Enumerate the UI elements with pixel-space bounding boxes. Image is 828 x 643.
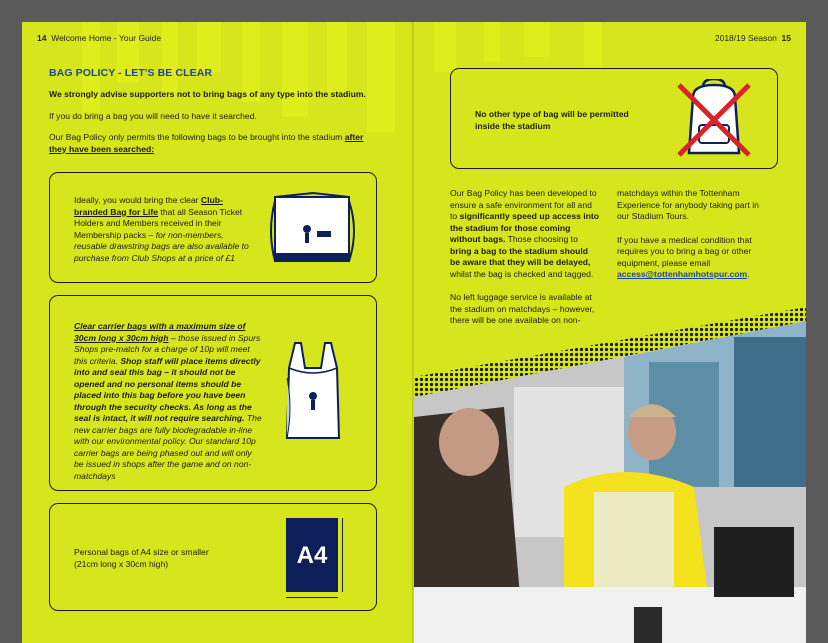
- a4-bag-text: Personal bags of A4 size or smaller (21cm long x 30cm high): [74, 547, 209, 569]
- no-other-bags-box: [450, 68, 778, 169]
- a4-bag-image: [286, 518, 338, 592]
- running-header: [37, 33, 161, 43]
- carrier-bag-image: [283, 338, 343, 443]
- policy-column-1: Our Bag Policy has been developed to ensure a safe environment for all and to significantly speed up access into the stadium for those coming without bags. Those choosing to bring a bag to the stadium should be aware that they will be delayed, whilst the bag is checked and tagged. No left luggage service is available at the stadium on matchdays – however, there will be one available on non-: [450, 188, 600, 325]
- a4-bag-box: [49, 503, 377, 611]
- access-email-link[interactable]: access@tottenhamhotspur.com: [617, 269, 748, 279]
- bag-check-photo: [414, 307, 806, 643]
- backpack-crossed-icon: [673, 79, 755, 159]
- a4-height-measure: [342, 518, 343, 592]
- running-header-right: [715, 33, 791, 43]
- policy-column-2: matchdays within the Tottenham Experience for anybody taking part in our Stadium Tours. If you have a medical condition that requires you to bring a bag or other equipment, please email access@tottenhamhotspur.com.: [617, 188, 759, 279]
- clear-carrier-bag-box: [49, 295, 377, 491]
- bg-stripe: [584, 22, 602, 67]
- intro-text: If you do bring a bag you will need to have it searched.: [49, 111, 257, 121]
- bg-stripe: [484, 22, 500, 62]
- drawstring-bag-image: [267, 191, 359, 267]
- a4-width-measure: [286, 597, 338, 598]
- intro-text-2: Our Bag Policy only permits the following bags to be brought into the stadium after they have been searched:: [49, 132, 364, 154]
- running-title: Welcome Home - Your Guide: [51, 33, 162, 43]
- bag-for-life-link: Club-branded Bag for Life: [74, 195, 223, 217]
- page-number: 15: [781, 33, 791, 43]
- no-other-bags-text: No other type of bag will be permitted inside the stadium: [475, 109, 629, 131]
- season-label: 2018/19 Season: [714, 33, 777, 43]
- bg-stripe: [162, 22, 178, 97]
- page-number: 14: [37, 33, 47, 43]
- bg-stripe: [197, 22, 221, 72]
- section-heading: BAG POLICY - LET'S BE CLEAR: [49, 67, 213, 79]
- a4-label: A4: [296, 542, 328, 569]
- right-page: [414, 22, 806, 643]
- bg-stripe: [327, 22, 347, 92]
- bag-for-life-text: Ideally, you would bring the clear Club-branded Bag for Life that all Season Ticket Holders and Members received in their Membership packs – for non-members, reusable drawstring bags are also available to purchase from Club Shops at a price of £1: [74, 195, 249, 263]
- left-page: [22, 22, 414, 643]
- intro-bold: We strongly advise supporters not to bring bags of any type into the stadium.: [49, 89, 366, 99]
- carrier-bag-text: Clear carrier bags with a maximum size of 30cm long x 30cm high – those issued in Spurs Shops pre-match for a charge of 10p will meet this criteria. Shop staff will place items directly into and seal this bag – it should not be opened and no personal items should be placed into this bag before you have been through the security checks. As long as the seal is intact, it will not require searching. The new carrier bags are fully biodegradable in-line with our environmental policy. Our standard 10p carrier bags are being phased out and will only be issued in shops after the game and on non-matchdays: [74, 321, 262, 481]
- bg-stripe: [524, 22, 550, 57]
- bag-for-life-box: [49, 172, 377, 283]
- bg-stripe: [434, 22, 456, 72]
- bg-stripe: [282, 22, 308, 117]
